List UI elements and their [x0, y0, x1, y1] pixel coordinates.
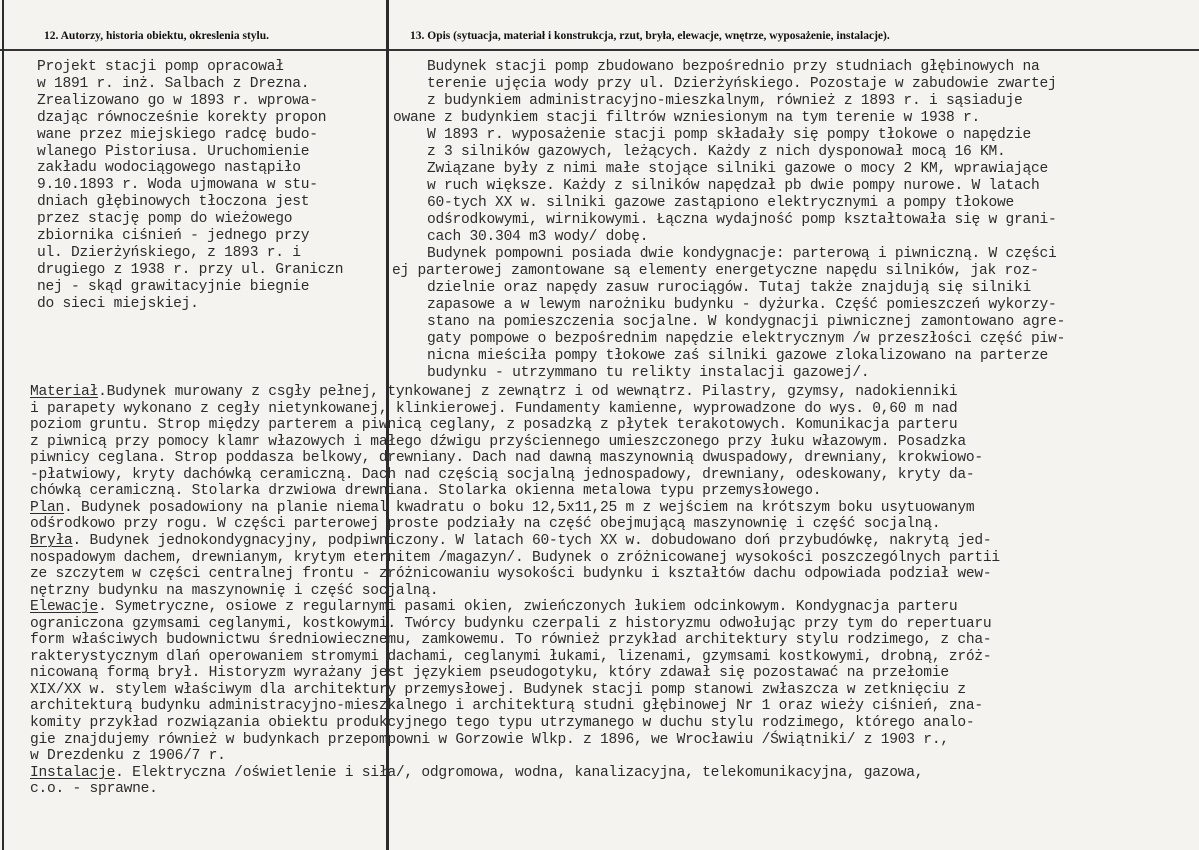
- left-text-line: zbiornika ciśnień - jednego przy: [37, 228, 310, 244]
- section-text: chówką ceramiczną. Stolarka drzwiowa drewniana. Stolarka okienna metalowa typu przemysłowego.: [30, 483, 822, 500]
- body-text-line: [30, 749, 226, 763]
- body-text-line: [30, 517, 940, 531]
- right-text-line: zapasowe a w lewym narożniku budynku - dyżurka. Część pomieszczeń wykorzy-: [427, 297, 1057, 313]
- left-text-line: wane przez miejskiego radcę budo-: [37, 126, 318, 143]
- section-text: rakterystycznym dlań operowaniem stromymi dachami, ceglanymi łukami, lizenami, gzymsami kostkowymi, drobną, zróż-: [30, 648, 992, 665]
- right-text-line: cach 30.304 m3 wody/ dobę.: [427, 229, 649, 245]
- section-text: z piwnicą przy pomocy klamr włazowych i małego dźwigu przyściennego umieszczonego przy łuku włazowym. Posadzka: [30, 433, 966, 450]
- body-text-line: [30, 666, 949, 680]
- section-text: gie znajdujemy również w budynkach przepompowni w Gorzowie Wlkp. z 1896, we Wrocławiu /Świątniki/ z 1903 r.,: [30, 731, 949, 748]
- body-text-line: [30, 534, 991, 548]
- right-text-line: budynku - utrzymmano tu relikty instalacji gazowej/.: [427, 365, 870, 381]
- section-text: piwnicy ceglana. Strop poddasza belkowy, drewniany. Dach nad dawną maszynownią dwuspadowy, drewniany, krokwiowo-: [30, 450, 983, 467]
- section-label: Instalacje: [30, 764, 116, 781]
- right-text-line: w ruch większe. Każdy z silników napędzał pb dwie pompy nurowe. W latach: [427, 178, 1040, 194]
- body-text-line: [30, 617, 991, 631]
- section-text: ze szczytem w części centralnej frontu - zróżnicowaniu wysokości budynku i kształtów dachu odpowiada podział wew-: [30, 566, 992, 583]
- right-text-line: Budynek stacji pomp zbudowano bezpośrednio przy studniach głębinowych na: [427, 59, 1040, 75]
- section-text: nospadowym dachem, drewnianym, krytym eternitem /magazyn/. Budynek o zróżnicowanej wysokości poszczególnych partii: [30, 549, 1000, 566]
- left-text-line: nej - skąd grawitacyjnie biegnie: [37, 278, 310, 295]
- body-text-line: [30, 435, 966, 449]
- section-text: komity przykład rozwiązania obiektu produkcyjnego tego typu utrzymanego w duchu stylu rodzimego, którego analo-: [30, 715, 975, 731]
- left-text-line: przez stację pomp do wieżowego: [37, 211, 293, 228]
- left-text-line: drugiego z 1938 r. przy ul. Graniczn: [37, 261, 344, 278]
- body-text-line: [30, 683, 966, 697]
- left-text-line: Projekt stacji pomp opracował: [37, 59, 284, 75]
- left-text-line: wlanego Pistoriusa. Uruchomienie: [37, 143, 310, 160]
- section-text: nętrzny budynku na maszynownię i część socjalną.: [30, 582, 439, 599]
- right-text-line: nicna mieściła pompy tłokowe zaś silniki gazowe zlokalizowano na parterze: [427, 348, 1049, 364]
- section-text: architekturą budynku administracyjno-mieszkalnego i architekturą studni głębinowej Nr 1 oraz wieży ciśnień, zna-: [30, 698, 983, 715]
- section-text: poziom gruntu. Strop między parterem a piwnicą ceglany, z posadzką z płytek terakotowych. Komunikacja parteru: [30, 417, 958, 434]
- header-divider: [0, 49, 1199, 51]
- left-text-line: ul. Dzierżyńskiego, z 1893 r. i: [37, 244, 301, 261]
- section-text: XIX/XX w. stylem właściwym dla architektury przemysłowej. Budynek stacji pomp stanowi zwłaszcza w zetknięciu z: [30, 681, 966, 698]
- body-text-line: [30, 600, 957, 614]
- section-text: . Symetryczne, osiowe z regularnymi pasami okien, zwieńczonych łukiem odcinkowym. Kondygnacja parteru: [98, 599, 958, 616]
- right-text-line: odśrodkowymi, wirnikowymi. Łączna wydajność pomp kształtowała się w grani-: [427, 212, 1057, 228]
- header-right: 13. Opis (sytuacja, materiał i konstrukcja, rzut, bryła, elewacje, wnętrze, wyposażenie, instalacje).: [410, 30, 890, 42]
- section-text: . Budynek jednokondygnacyjny, podpiwniczony. W latach 60-tych XX w. dobudowano doń przybudówkę, nakrytą jed-: [72, 532, 992, 549]
- body-text-line: [30, 451, 983, 465]
- right-text-line: W 1893 r. wyposażenie stacji pomp składały się pompy tłokowe o napędzie: [427, 127, 1032, 143]
- body-text-line: [30, 650, 991, 664]
- body-text-line: [30, 418, 957, 432]
- body-text-line: [30, 733, 949, 747]
- section-text: c.o. - sprawne.: [30, 781, 158, 798]
- body-text-line: [30, 501, 974, 515]
- left-text-line: Zrealizowano go w 1893 r. wprowa-: [37, 92, 318, 109]
- left-text-line: dzając równocześnie korekty propon: [37, 109, 327, 126]
- body-text-line: [30, 716, 974, 730]
- section-text: . Elektryczna /oświetlenie i siła/, odgromowa, wodna, kanalizacyjna, telekomunikacyjna, gazowa,: [115, 764, 924, 781]
- body-text-line: [30, 484, 821, 498]
- section-text: nicowaną formą brył. Historyzm wyrażany jest językiem pseudogotyku, który zdawał się pozostawać na przełomie: [30, 665, 949, 682]
- header-left: 12. Autorzy, historia obiektu, okreslenia stylu.: [44, 30, 270, 42]
- body-text-line: [30, 633, 991, 647]
- left-text-line: 9.10.1893 r. Woda ujmowana w stu-: [37, 177, 318, 194]
- right-text-line: z budynkiem administracyjno-mieszkalnym, również z 1893 r. i sąsiaduje: [427, 93, 1023, 109]
- right-text-line: Związane były z nimi małe stojące silniki gazowe o mocy 2 KM, wprawiające: [427, 161, 1049, 177]
- body-text-line: [30, 782, 158, 796]
- right-text-line: Budynek pompowni posiada dwie kondygnacje: parterową i piwniczną. W części: [427, 246, 1057, 262]
- left-edge-line: [2, 0, 4, 850]
- section-text: .Budynek murowany z csgły pełnej, tynkowanej z zewnątrz i od wewnątrz. Pilastry, gzymsy, nadokienniki: [98, 384, 958, 400]
- body-text-line: [30, 584, 438, 598]
- section-text: w Drezdenku z 1906/7 r.: [30, 748, 226, 765]
- section-text: . Budynek posadowiony na planie niemal kwadratu o boku 12,5x11,25 m z wejściem na krótszym boku usytuowanym: [64, 499, 975, 516]
- body-text-line: [30, 551, 1000, 565]
- body-text-line: [30, 385, 957, 399]
- right-text-line: terenie ujęcia wody przy ul. Dzierżyńskiego. Pozostaje w zabudowie zwartej: [427, 76, 1057, 92]
- body-text-line: [30, 402, 957, 416]
- right-text-line: 60-tych XX w. silniki gazowe zastąpiono elektrycznymi a pompy tłokowe: [427, 195, 1015, 211]
- left-text-line: w 1891 r. inż. Salbach z Drezna.: [37, 75, 310, 92]
- right-text-line: stano na pomieszczenia socjalne. W kondygnacji piwnicznej zamontowano agre-: [427, 314, 1066, 330]
- section-label: Plan: [30, 499, 65, 516]
- section-label: Elewacje: [30, 599, 99, 616]
- section-text: i parapety wykonano z cegły nietynkowanej, klinkierowej. Fundamenty kamienne, wyprowadzone do wys. 0,60 m nad: [30, 400, 958, 417]
- left-text-line: zakładu wodociągowego nastąpiło: [37, 160, 301, 177]
- body-text-line: [30, 766, 923, 780]
- section-text: form właściwych budownictwu średniowiecznemu, zamkowemu. To również przykład architektury stylu rodzimego, z cha-: [30, 632, 992, 649]
- right-text-line: ej parterowej zamontowane są elementy energetyczne napędu silników, jak roz-: [392, 263, 1039, 279]
- body-text-line: [30, 699, 983, 713]
- right-text-line: gaty pompowe o bezpośrednim napędzie elektrycznym /w przeszłości część piw-: [427, 331, 1066, 347]
- section-label: Materiał: [30, 384, 99, 400]
- section-text: ograniczona gzymsami ceglanymi, kostkowymi. Twórcy budynku czerpali z historyzmu odwołując przy tym do repertuaru: [30, 615, 992, 632]
- right-text-line: owane z budynkiem stacji filtrów wzniesionym na tym terenie w 1938 r.: [393, 110, 981, 126]
- left-text-line: dniach głębinowych tłoczona jest: [37, 194, 310, 211]
- left-text-line: do sieci miejskiej.: [37, 295, 199, 312]
- body-text-line: [30, 567, 991, 581]
- section-label: Bryła: [30, 532, 73, 549]
- right-text-line: dzielnie oraz napędy zasuw rurociągów. Tutaj także znajdują się silniki: [427, 280, 1032, 296]
- right-text-line: z 3 silników gazowych, leżących. Każdy z nich dysponował mocą 16 KM.: [427, 144, 1006, 160]
- body-text-line: [30, 468, 974, 482]
- section-text: -płatwiowy, kryty dachówką ceramiczną. Dach nad częścią socjalną jednospadowy, drewniany, odeskowany, kryty da-: [30, 466, 975, 483]
- section-text: odśrodkowo przy rogu. W części parterowej proste podziały na część obejmującą maszynownię i część socjalną.: [30, 516, 941, 533]
